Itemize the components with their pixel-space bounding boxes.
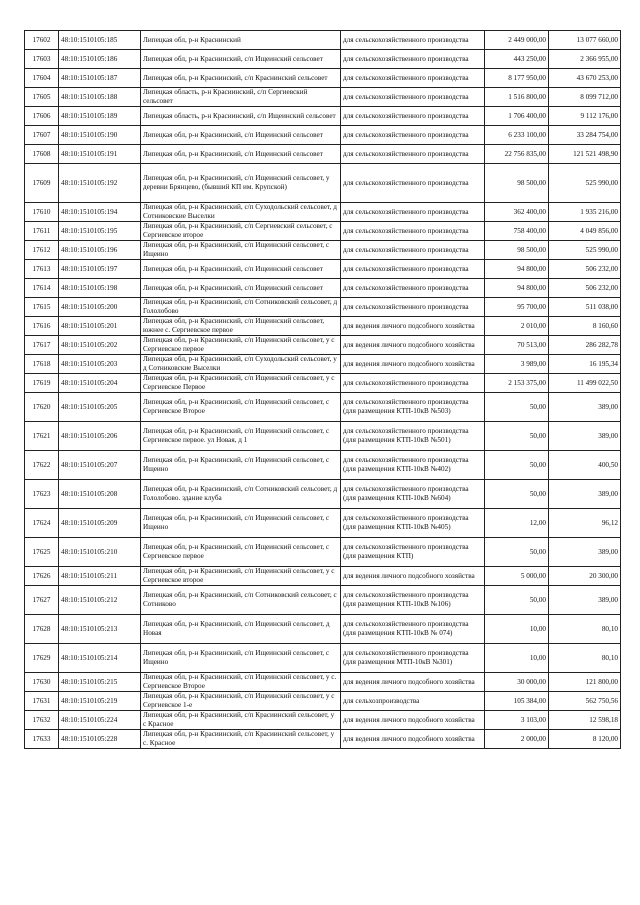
table-row <box>25 50 621 69</box>
cadastral-value-cell: 389,00 <box>549 393 621 422</box>
row-number: 17617 <box>25 336 59 355</box>
row-number: 17626 <box>25 567 59 586</box>
land-use-cell: для ведения личного подсобного хозяйства <box>341 567 485 586</box>
cadastral-value-cell: 13 077 660,00 <box>549 31 621 50</box>
land-use-cell: для сельскохозяйственного производства <box>341 203 485 222</box>
land-use-cell: для сельскохозяйственного производства (для размещения КТП-10кВ №604) <box>341 480 485 509</box>
area-cell: 50,00 <box>485 451 549 480</box>
cadastral-value-cell: 20 300,00 <box>549 567 621 586</box>
cadastral-value-cell: 11 499 022,50 <box>549 374 621 393</box>
area-cell: 2 449 000,00 <box>485 31 549 50</box>
table-row <box>25 393 621 422</box>
cadastral-number: 48:10:1510105:195 <box>59 222 141 241</box>
land-plots-table <box>24 30 621 749</box>
area-cell: 94 800,00 <box>485 279 549 298</box>
table-row <box>25 107 621 126</box>
row-number: 17618 <box>25 355 59 374</box>
cadastral-number: 48:10:1510105:211 <box>59 567 141 586</box>
table-row <box>25 644 621 673</box>
table-row <box>25 711 621 730</box>
cadastral-value-cell: 1 935 216,00 <box>549 203 621 222</box>
table-row <box>25 567 621 586</box>
address-cell: Липецкая обл, р-н Красиинский, с/п Ищеинский сельсовет, у с Сергиевское первое <box>141 336 341 355</box>
address-cell: Липецкая обл, р-н Красиинский, с/п Сотниковский сельсовет, д Гололобово. здание клуба <box>141 480 341 509</box>
cadastral-number: 48:10:1510105:214 <box>59 644 141 673</box>
row-number: 17613 <box>25 260 59 279</box>
address-cell: Липецкая обл, р-н Красиинский, с/п Ищеинский сельсовет <box>141 126 341 145</box>
area-cell: 70 513,00 <box>485 336 549 355</box>
cadastral-value-cell: 121 521 498,90 <box>549 145 621 164</box>
table-row <box>25 692 621 711</box>
land-use-cell: для сельскохозяйственного производства <box>341 69 485 88</box>
land-use-cell: для сельскохозяйственного производства <box>341 145 485 164</box>
land-use-cell: для сельскохозяйственного производства <box>341 298 485 317</box>
address-cell: Липецкая обл, р-н Красиинский, с/п Ищеинский сельсовет, у с Сергиевское 1-е <box>141 692 341 711</box>
row-number: 17611 <box>25 222 59 241</box>
area-cell: 2 010,00 <box>485 317 549 336</box>
area-cell: 105 384,00 <box>485 692 549 711</box>
table-row <box>25 88 621 107</box>
table-row <box>25 355 621 374</box>
address-cell: Липецкая обл, р-н Красиинский, с/п Красиинский сельсовет, у с. Красное <box>141 730 341 749</box>
table-row <box>25 673 621 692</box>
table-row <box>25 69 621 88</box>
row-number: 17632 <box>25 711 59 730</box>
row-number: 17628 <box>25 615 59 644</box>
area-cell: 6 233 100,00 <box>485 126 549 145</box>
area-cell: 1 516 800,00 <box>485 88 549 107</box>
address-cell: Липецкая обл, р-н Красиинский, с/п Ищеинский сельсовет <box>141 260 341 279</box>
cadastral-number: 48:10:1510105:204 <box>59 374 141 393</box>
address-cell: Липецкая обл, р-н Красиинский, с/п Суходольский сельсовет, у д Сотниковские Выселки <box>141 355 341 374</box>
address-cell: Липецкая обл, р-н Красиинский, с/п Сотниковский сельсовет, с Сотниково <box>141 586 341 615</box>
land-use-cell: для ведения личного подсобного хозяйства <box>341 673 485 692</box>
land-use-cell: для сельскохозяйственного производства <box>341 374 485 393</box>
table-row <box>25 164 621 203</box>
land-use-cell: для сельхозпроизводства <box>341 692 485 711</box>
area-cell: 50,00 <box>485 586 549 615</box>
area-cell: 8 177 950,00 <box>485 69 549 88</box>
area-cell: 10,00 <box>485 644 549 673</box>
table-row <box>25 509 621 538</box>
cadastral-value-cell: 506 232,00 <box>549 260 621 279</box>
row-number: 17606 <box>25 107 59 126</box>
address-cell: Липецкая обл, р-н Красиинский, с/п Ищеинский сельсовет, с Ищеино <box>141 451 341 480</box>
cadastral-value-cell: 8 099 712,00 <box>549 88 621 107</box>
cadastral-value-cell: 121 800,00 <box>549 673 621 692</box>
cadastral-number: 48:10:1510105:209 <box>59 509 141 538</box>
table-row <box>25 279 621 298</box>
land-use-cell: для сельскохозяйственного производства <box>341 164 485 203</box>
area-cell: 10,00 <box>485 615 549 644</box>
address-cell: Липецкая обл, р-н Красиинский, с/п Ищеинский сельсовет, с Ищеино <box>141 241 341 260</box>
cadastral-number: 48:10:1510105:186 <box>59 50 141 69</box>
address-cell: Липецкая обл, р-н Красиинский, с/п Ищеинский сельсовет, у с. Сергиевское Второе <box>141 673 341 692</box>
cadastral-number: 48:10:1510105:187 <box>59 69 141 88</box>
cadastral-value-cell: 16 195,34 <box>549 355 621 374</box>
land-use-cell: для ведения личного подсобного хозяйства <box>341 355 485 374</box>
table-row <box>25 730 621 749</box>
area-cell: 22 756 835,00 <box>485 145 549 164</box>
address-cell: Липецкая обл, р-н Красиинский, с/п Ищеинский сельсовет <box>141 279 341 298</box>
area-cell: 2 153 375,00 <box>485 374 549 393</box>
cadastral-value-cell: 562 750,56 <box>549 692 621 711</box>
cadastral-value-cell: 9 112 176,00 <box>549 107 621 126</box>
land-use-cell: для сельскохозяйственного производства <box>341 126 485 145</box>
land-use-cell: для сельскохозяйственного производства <box>341 222 485 241</box>
address-cell: Липецкая обл, р-н Красиинский, с/п Ищеинский сельсовет, у с Сергиевское Первое <box>141 374 341 393</box>
cadastral-value-cell: 33 284 754,00 <box>549 126 621 145</box>
address-cell: Липецкая обл, р-н Красиинский, с/п Ищеинский сельсовет, с Сергиевское Второе <box>141 393 341 422</box>
land-use-cell: для сельскохозяйственного производства (для размещения МТП-10кВ №301) <box>341 644 485 673</box>
cadastral-number: 48:10:1510105:191 <box>59 145 141 164</box>
cadastral-number: 48:10:1510105:203 <box>59 355 141 374</box>
cadastral-number: 48:10:1510105:188 <box>59 88 141 107</box>
row-number: 17602 <box>25 31 59 50</box>
row-number: 17605 <box>25 88 59 107</box>
address-cell: Липецкая обл, р-н Красиинский, с/п Ищеинский сельсовет, у с Сергиевское второе <box>141 567 341 586</box>
area-cell: 50,00 <box>485 480 549 509</box>
address-cell: Липецкая обл, р-н Красиинский, с/п Ищеинский сельсовет, с Ищеино <box>141 509 341 538</box>
table-row <box>25 260 621 279</box>
table-row <box>25 241 621 260</box>
row-number: 17621 <box>25 422 59 451</box>
cadastral-value-cell: 96,12 <box>549 509 621 538</box>
row-number: 17622 <box>25 451 59 480</box>
area-cell: 5 000,00 <box>485 567 549 586</box>
land-use-cell: для сельскохозяйственного производства <box>341 260 485 279</box>
table-row <box>25 203 621 222</box>
area-cell: 98 500,00 <box>485 241 549 260</box>
area-cell: 3 103,00 <box>485 711 549 730</box>
cadastral-number: 48:10:1510105:208 <box>59 480 141 509</box>
row-number: 17607 <box>25 126 59 145</box>
land-use-cell: для ведения личного подсобного хозяйства <box>341 336 485 355</box>
address-cell: Липецкая обл, р-н Красиинский, с/п Ищеинский сельсовет, южнее с. Сергиевское первое <box>141 317 341 336</box>
land-use-cell: для сельскохозяйственного производства (для размещения КТП-10кВ №106) <box>341 586 485 615</box>
land-use-cell: для ведения личного подсобного хозяйства <box>341 317 485 336</box>
address-cell: Липецкая обл, р-н Красиинский, с/п Ищеинский сельсовет, д Новая <box>141 615 341 644</box>
cadastral-number: 48:10:1510105:196 <box>59 241 141 260</box>
cadastral-value-cell: 43 670 253,00 <box>549 69 621 88</box>
cadastral-number: 48:10:1510105:219 <box>59 692 141 711</box>
cadastral-number: 48:10:1510105:198 <box>59 279 141 298</box>
cadastral-number: 48:10:1510105:206 <box>59 422 141 451</box>
cadastral-value-cell: 80,10 <box>549 644 621 673</box>
cadastral-value-cell: 525 990,00 <box>549 164 621 203</box>
cadastral-number: 48:10:1510105:215 <box>59 673 141 692</box>
row-number: 17616 <box>25 317 59 336</box>
cadastral-value-cell: 511 038,00 <box>549 298 621 317</box>
land-use-cell: для сельскохозяйственного производства <box>341 241 485 260</box>
cadastral-value-cell: 389,00 <box>549 586 621 615</box>
table-row <box>25 451 621 480</box>
address-cell: Липецкая обл, р-н Красиинский, с/п Ищеинский сельсовет, с Сергиевское первое. ул Новая, д 1 <box>141 422 341 451</box>
area-cell: 98 500,00 <box>485 164 549 203</box>
cadastral-value-cell: 389,00 <box>549 480 621 509</box>
cadastral-value-cell: 4 049 856,00 <box>549 222 621 241</box>
cadastral-value-cell: 8 160,60 <box>549 317 621 336</box>
row-number: 17604 <box>25 69 59 88</box>
row-number: 17609 <box>25 164 59 203</box>
land-use-cell: для ведения личного подсобного хозяйства <box>341 730 485 749</box>
area-cell: 50,00 <box>485 538 549 567</box>
address-cell: Липецкая обл, р-н Красиинский, с/п Ищеинский сельсовет, с Сергиевское первое <box>141 538 341 567</box>
table-row <box>25 615 621 644</box>
area-cell: 12,00 <box>485 509 549 538</box>
row-number: 17608 <box>25 145 59 164</box>
land-use-cell: для сельскохозяйственного производства (для размещения КТП-10кВ №503) <box>341 393 485 422</box>
row-number: 17614 <box>25 279 59 298</box>
cadastral-number: 48:10:1510105:200 <box>59 298 141 317</box>
table-row <box>25 31 621 50</box>
table-body <box>25 31 621 749</box>
cadastral-number: 48:10:1510105:213 <box>59 615 141 644</box>
table-row <box>25 298 621 317</box>
area-cell: 758 400,00 <box>485 222 549 241</box>
cadastral-number: 48:10:1510105:189 <box>59 107 141 126</box>
cadastral-value-cell: 389,00 <box>549 422 621 451</box>
cadastral-value-cell: 8 120,00 <box>549 730 621 749</box>
land-use-cell: для сельскохозяйственного производства <box>341 107 485 126</box>
cadastral-number: 48:10:1510105:224 <box>59 711 141 730</box>
row-number: 17625 <box>25 538 59 567</box>
row-number: 17610 <box>25 203 59 222</box>
cadastral-value-cell: 506 232,00 <box>549 279 621 298</box>
address-cell: Липецкая область, р-н Красиинский, с/п Ищеинский сельсовет <box>141 107 341 126</box>
address-cell: Липецкая область, р-н Красиинский, с/п Сергиевский сельсовет <box>141 88 341 107</box>
cadastral-number: 48:10:1510105:212 <box>59 586 141 615</box>
table-row <box>25 480 621 509</box>
cadastral-value-cell: 525 990,00 <box>549 241 621 260</box>
row-number: 17627 <box>25 586 59 615</box>
cadastral-number: 48:10:1510105:192 <box>59 164 141 203</box>
table-row <box>25 374 621 393</box>
land-use-cell: для сельскохозяйственного производства (для размещения КТП-10кВ № 074) <box>341 615 485 644</box>
cadastral-number: 48:10:1510105:185 <box>59 31 141 50</box>
row-number: 17629 <box>25 644 59 673</box>
table-row <box>25 538 621 567</box>
cadastral-value-cell: 389,00 <box>549 538 621 567</box>
address-cell: Липецкая обл, р-н Краснинский <box>141 31 341 50</box>
cadastral-number: 48:10:1510105:210 <box>59 538 141 567</box>
land-use-cell: для сельскохозяйственного производства <box>341 50 485 69</box>
area-cell: 50,00 <box>485 393 549 422</box>
land-use-cell: для сельскохозяйственного производства (для размещения КТП) <box>341 538 485 567</box>
address-cell: Липецкая обл, р-н Краснинский, с/п Краснинский сельсовет <box>141 69 341 88</box>
row-number: 17620 <box>25 393 59 422</box>
area-cell: 1 706 400,00 <box>485 107 549 126</box>
land-use-cell: для сельскохозяйственного производства <box>341 88 485 107</box>
area-cell: 30 000,00 <box>485 673 549 692</box>
land-use-cell: для сельскохозяйственного производства (для размещения КТП-10кВ №501) <box>341 422 485 451</box>
cadastral-value-cell: 2 366 955,00 <box>549 50 621 69</box>
table-row <box>25 422 621 451</box>
land-use-cell: для ведения личного подсобного хозяйства <box>341 711 485 730</box>
area-cell: 94 800,00 <box>485 260 549 279</box>
land-use-cell: для сельскохозяйственного производства (для размещения КТП-10кВ №402) <box>341 451 485 480</box>
area-cell: 50,00 <box>485 422 549 451</box>
area-cell: 362 400,00 <box>485 203 549 222</box>
cadastral-number: 48:10:1510105:207 <box>59 451 141 480</box>
cadastral-number: 48:10:1510105:197 <box>59 260 141 279</box>
row-number: 17624 <box>25 509 59 538</box>
cadastral-value-cell: 286 282,78 <box>549 336 621 355</box>
cadastral-number: 48:10:1510105:190 <box>59 126 141 145</box>
table-row <box>25 126 621 145</box>
area-cell: 95 700,00 <box>485 298 549 317</box>
row-number: 17619 <box>25 374 59 393</box>
table-row <box>25 336 621 355</box>
address-cell: Липецкая обл, р-н Красиинский, с/п Ищеинский сельсовет, у деревни Брянцево, (бывший КП им. Крупской) <box>141 164 341 203</box>
table-row <box>25 586 621 615</box>
address-cell: Липецкая обл, р-н Красиинский, с/п Ищеинский сельсовет, с Ищеино <box>141 644 341 673</box>
cadastral-number: 48:10:1510105:228 <box>59 730 141 749</box>
area-cell: 443 250,00 <box>485 50 549 69</box>
address-cell: Липецкая обл, р-н Красиинский, с/п Суходольский сельсовет, д Сотниковские Выселки <box>141 203 341 222</box>
cadastral-number: 48:10:1510105:202 <box>59 336 141 355</box>
address-cell: Липецкая обл, р-н Красиинский, с/п Ищеинский сельсовет <box>141 145 341 164</box>
land-use-cell: для сельскохозяйственного производства (для размещения КТП-10кВ №405) <box>341 509 485 538</box>
row-number: 17603 <box>25 50 59 69</box>
row-number: 17633 <box>25 730 59 749</box>
row-number: 17612 <box>25 241 59 260</box>
area-cell: 3 989,00 <box>485 355 549 374</box>
document-page <box>24 30 620 749</box>
address-cell: Липецкая обл, р-н Красиинский, с/п Красиинский сельсовет, у с Красное <box>141 711 341 730</box>
area-cell: 2 000,00 <box>485 730 549 749</box>
row-number: 17630 <box>25 673 59 692</box>
row-number: 17615 <box>25 298 59 317</box>
table-row <box>25 317 621 336</box>
cadastral-value-cell: 400,50 <box>549 451 621 480</box>
row-number: 17631 <box>25 692 59 711</box>
cadastral-number: 48:10:1510105:205 <box>59 393 141 422</box>
cadastral-value-cell: 80,10 <box>549 615 621 644</box>
address-cell: Липецкая обл, р-н Краснинский, с/п Ищеинский сельсовет <box>141 50 341 69</box>
address-cell: Липецкая обл, р-н Красиинский, с/п Сотниковский сельсовет, д Гололобово <box>141 298 341 317</box>
cadastral-number: 48:10:1510105:201 <box>59 317 141 336</box>
address-cell: Липецкая обл, р-н Красиинский, с/п Сергиевский сельсовет, с Сергиевское второе <box>141 222 341 241</box>
table-row <box>25 222 621 241</box>
table-row <box>25 145 621 164</box>
land-use-cell: для сельскохозяйственного производства <box>341 31 485 50</box>
cadastral-value-cell: 12 598,18 <box>549 711 621 730</box>
row-number: 17623 <box>25 480 59 509</box>
cadastral-number: 48:10:1510105:194 <box>59 203 141 222</box>
land-use-cell: для сельскохозяйственного производства <box>341 279 485 298</box>
